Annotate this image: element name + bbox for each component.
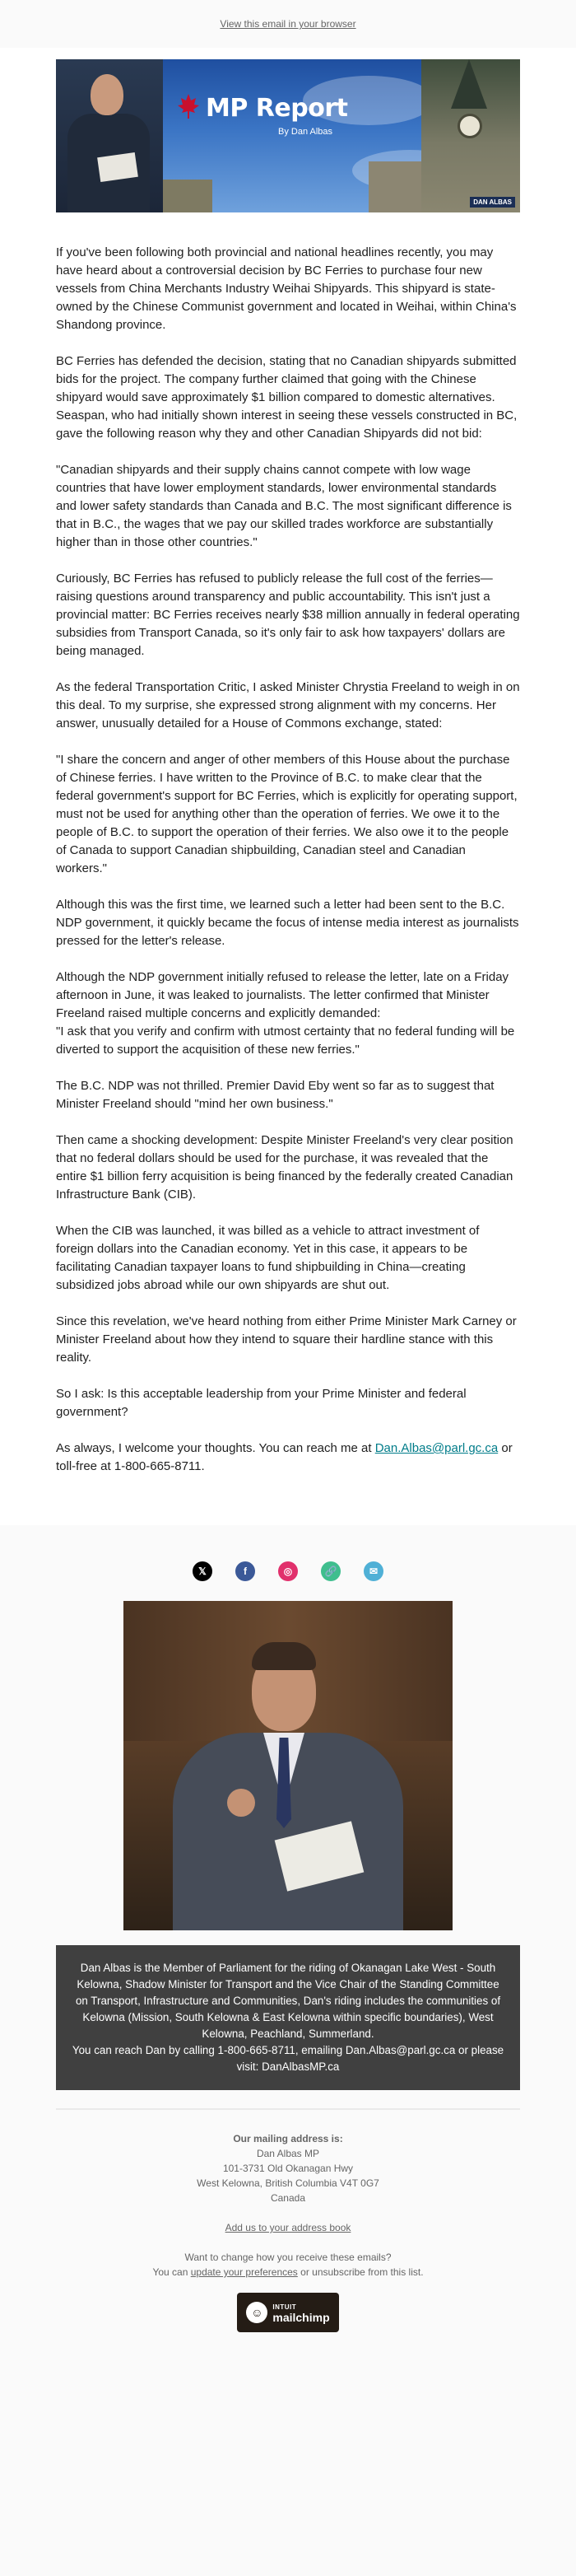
article-closing xyxy=(56,1440,520,1476)
preheader xyxy=(0,0,576,48)
preferences-line xyxy=(0,2265,576,2280)
preferences-prompt: Want to change how you receive these emails? xyxy=(184,2252,392,2263)
article-paragraph: If you've been following both provincial and national headlines recently, you may have heard about a controversial decision by BC Ferries to purchase four new vessels from China Merchants Industry Weihai Shipyards. This shipyard is state-owned by the Chinese Communist government and located in Weihai, within China's Shandong province. xyxy=(56,245,517,332)
article-quote: "I share the concern and anger of other members of this House about the purchase of Chinese ferries. I have written to the Province of B.C. to make clear that the federal government's support for BC Ferries, which is explicitly for operating support, must not be used for anything other than the operation of ferries. We owe it to the people of B.C. to support the operation of their ferries. We also owe it to the people of Canada to support Canadian shipbuilding, Canadian steel and Canadian workers." xyxy=(56,753,518,875)
banner-portrait-head xyxy=(91,74,123,115)
mailchimp-label: mailchimp xyxy=(272,2311,330,2324)
bio-contact: You can reach Dan by calling 1-800-665-8711, emailing Dan.Albas@parl.gc.ca or please visit: DanAlbasMP.ca xyxy=(72,2044,504,2073)
banner-building xyxy=(369,161,426,212)
spacer xyxy=(0,2235,576,2250)
peace-tower xyxy=(421,59,520,212)
mailchimp-wordmark xyxy=(272,2303,329,2322)
mp-speaking-photo xyxy=(123,1601,453,1930)
article-paragraph: The B.C. NDP was not thrilled. Premier David Eby went so far as to suggest that Minister Freeland should "mind her own business." xyxy=(56,1079,495,1111)
facebook-icon[interactable]: f xyxy=(235,1561,255,1581)
article xyxy=(56,212,520,1476)
article-paragraph: As the federal Transportation Critic, I asked Minister Chrystia Freeland to weigh in on this deal. To my surprise, she expressed strong alignment with my concerns. Her answer, unusually detailed for a House of Commons exchange, stated: xyxy=(56,680,520,730)
footer xyxy=(0,1525,576,2332)
mailchimp-badge[interactable] xyxy=(237,2293,339,2332)
maple-leaf-icon xyxy=(178,94,199,119)
photo-hair xyxy=(252,1642,316,1670)
address-line: West Kelowna, British Columbia V4T 0G7 xyxy=(197,2177,379,2189)
banner-byline: By Dan Albas xyxy=(278,127,333,137)
mailchimp-icon: ☺ xyxy=(246,2302,267,2323)
article-paragraph: Curiously, BC Ferries has refused to publicly release the full cost of the ferries—raising questions around transparency and public accountability. This isn't just a provincial matter: BC Ferries receives nearly $38 million annually in federal operating subsidies from Transport Canada, so it's only fair to ask how taxpayers' dollars are being managed. xyxy=(56,572,520,658)
spacer xyxy=(0,2205,576,2220)
banner-portrait xyxy=(56,59,163,212)
add-to-address-book-link[interactable]: Add us to your address book xyxy=(225,2222,351,2233)
article-paragraph: Then came a shocking development: Despite Minister Freeland's very clear position that no federal dollars should be used for the purchase, it was revealed that the entire $1 billion ferry acquisition is being financed by the federally created Canadian Infrastructure Bank (CIB). xyxy=(56,1133,513,1202)
article-paragraph: So I ask: Is this acceptable leadership from your Prime Minister and federal government? xyxy=(56,1387,467,1419)
unsubscribe-text: or unsubscribe from this list. xyxy=(297,2266,424,2278)
article-paragraph: BC Ferries has defended the decision, stating that no Canadian shipyards submitted bids for the project. The company further claimed that going with the Chinese shipyard would save approximately $1 billion compared to domestic alternatives. Seaspan, who had initially shown interest in seeing these vessels constructed in BC, gave the following reason why they and other Canadian Shipyards did not bid: xyxy=(56,354,518,441)
instagram-icon[interactable]: ◎ xyxy=(278,1561,298,1581)
address-heading: Our mailing address is: xyxy=(233,2133,343,2144)
article-paragraph: When the CIB was launched, it was billed as a vehicle to attract investment of foreign dollars into the Canadian economy. Yet in this case, it appears to be facilitating Canadian taxpayer loans to fund shipbuilding in China—creating subsidized jobs abroad while our own shipyards are shut out. xyxy=(56,1224,480,1292)
email-link[interactable]: Dan.Albas@parl.gc.ca xyxy=(374,1441,499,1455)
banner-portrait-paper xyxy=(97,152,138,182)
update-preferences-link[interactable]: update your preferences xyxy=(190,2266,298,2278)
preferences-text: You can xyxy=(152,2266,191,2278)
email-body xyxy=(0,48,576,1525)
view-in-browser-link[interactable]: View this email in your browser xyxy=(220,18,356,30)
bio-box xyxy=(56,1945,520,2090)
banner-building xyxy=(163,180,212,212)
x-icon[interactable]: 𝕏 xyxy=(193,1561,212,1581)
address-line: Dan Albas MP xyxy=(256,2148,320,2159)
article-paragraph: Since this revelation, we've heard nothing from either Prime Minister Mark Carney or Minister Freeland about how they intend to square their hardline stance with this reality. xyxy=(56,1314,517,1365)
closing-text: or toll-free at 1-800-665-8711. xyxy=(56,1441,513,1473)
clock-icon xyxy=(458,114,482,138)
banner-logo: DAN ALBAS xyxy=(470,197,515,208)
article-quote: "I ask that you verify and confirm with utmost certainty that no federal funding will be diverted to support the acquisition of these new ferries." xyxy=(56,1024,515,1057)
bio-text: Dan Albas is the Member of Parliament for the riding of Okanagan Lake West - South Kelowna, Shadow Minister for Transport and the Vice Chair of the Standing Committee on Transport, Infrastructure and Communities, Dan's riding includes the communities of Kelowna (Mission, South Kelowna & East Kelowna within specific boundaries), West Kelowna, Peachland, Summerland. xyxy=(75,1962,501,2040)
email-icon[interactable]: ✉ xyxy=(364,1561,383,1581)
mp-report-banner xyxy=(56,59,520,212)
article-paragraph: Although this was the first time, we learned such a letter had been sent to the B.C. NDP government, it quickly became the focus of intense media interest as journalists pressed for the letter's release. xyxy=(56,898,519,948)
mailing-address xyxy=(0,2110,576,2280)
website-link-icon[interactable]: 🔗 xyxy=(321,1561,341,1581)
banner-title: MP Report xyxy=(206,94,348,123)
article-paragraph: Although the NDP government initially refused to release the letter, late on a Friday afternoon in June, it was leaked to journalists. The letter confirmed that Minister Freeland raised multiple concerns and explicitly demanded: xyxy=(56,970,509,1020)
photo-hand xyxy=(227,1789,255,1817)
intuit-label: INTUIT xyxy=(272,2303,297,2311)
article-quote: "Canadian shipyards and their supply chains cannot compete with low wage countries that have lower employment standards, lower environmental standards and lower safety standards than Canada and B.C. The most significant difference is that in B.C., the wages that we pay our skilled trades workforce are substantially higher than in those other countries." xyxy=(56,463,512,549)
peace-tower-spire xyxy=(451,59,487,109)
address-line: 101-3731 Old Okanagan Hwy xyxy=(222,2163,354,2174)
address-line: Canada xyxy=(270,2192,306,2204)
social-icons xyxy=(0,1561,576,1581)
closing-text: As always, I welcome your thoughts. You can reach me at xyxy=(56,1441,375,1455)
